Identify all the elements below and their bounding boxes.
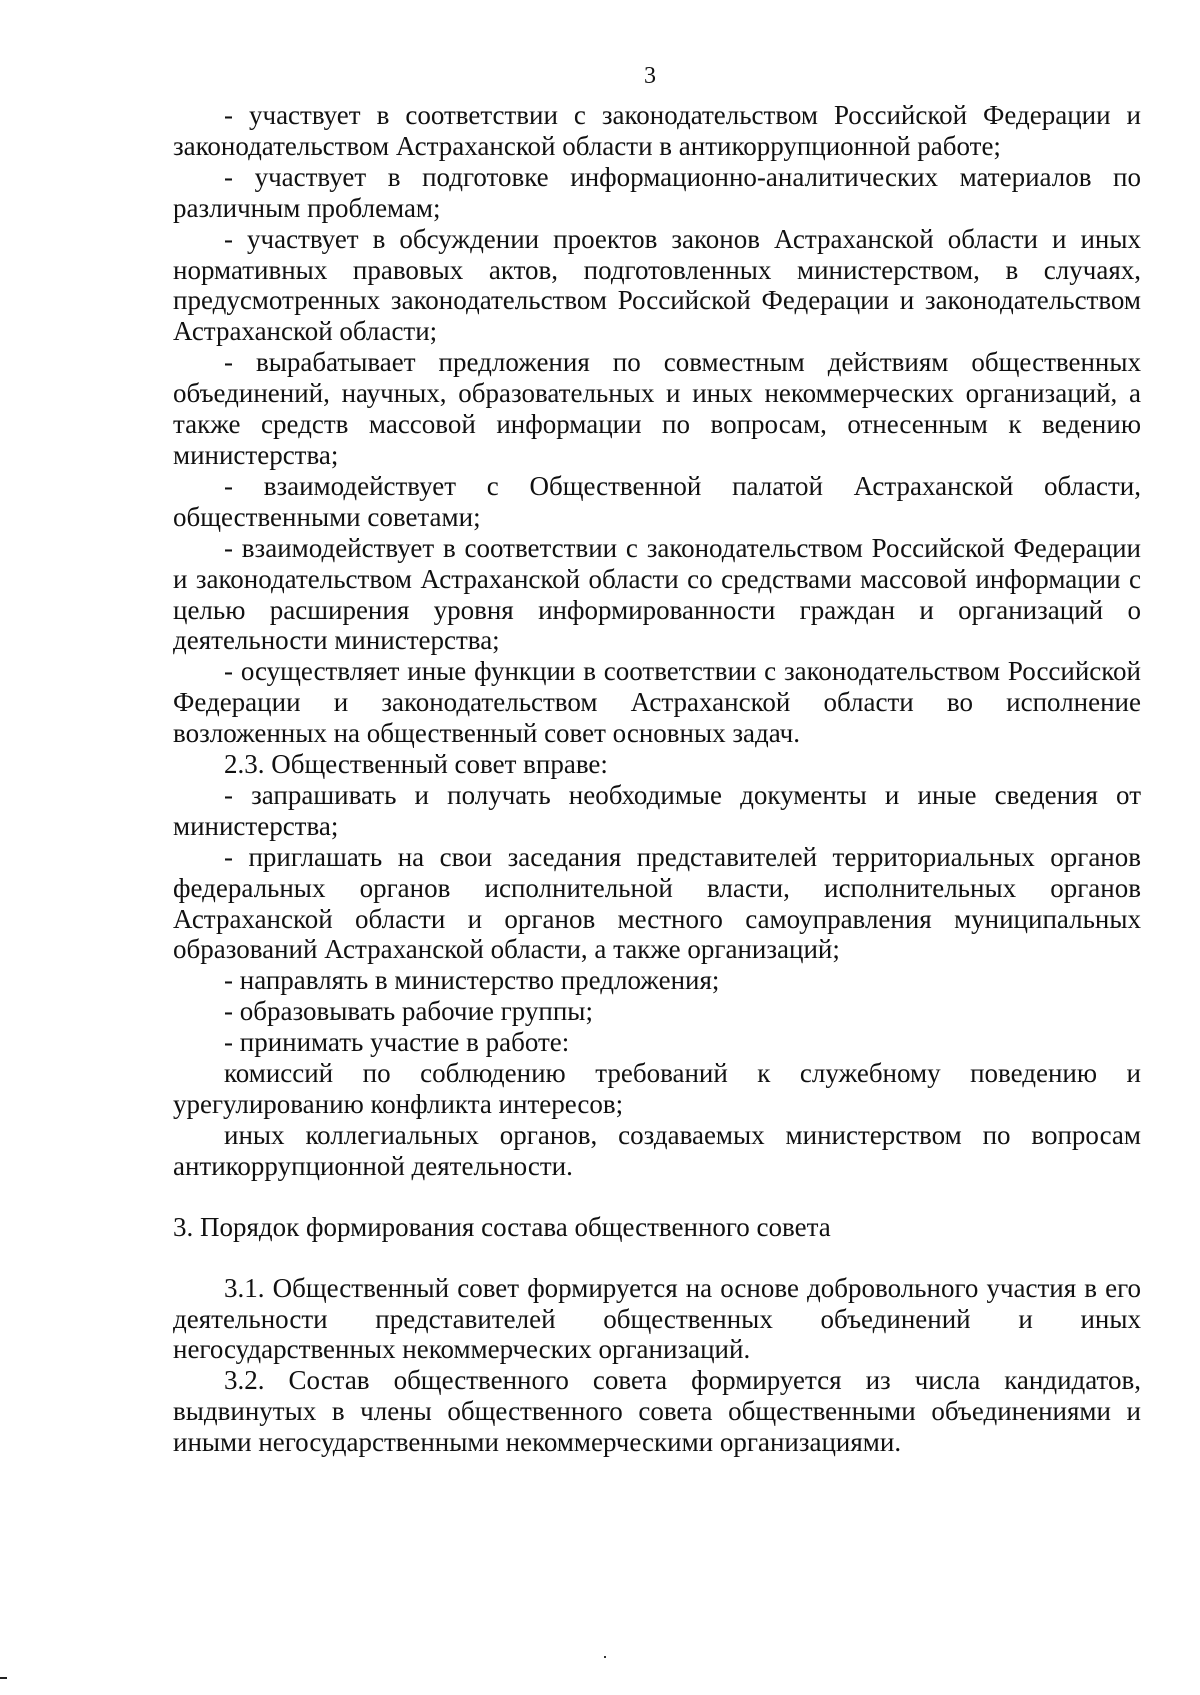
paragraph-formation-basis: 3.1. Общественный совет формируется на основе добровольного участия в его деятельности представителей общественных объединений и иных негосударственных некоммерческих организаций. bbox=[173, 1272, 1141, 1365]
paragraph-participate-in-work: - принимать участие в работе: bbox=[224, 1027, 570, 1058]
paragraph-analytical-materials: - участвует в подготовке информационно-аналитических материалов по различным проблемам; bbox=[173, 161, 1141, 223]
paragraph-public-chamber-interaction: - взаимодействует с Общественной палатой Астраханской области, общественными советами; bbox=[173, 470, 1141, 532]
paragraph-composition-candidates: 3.2. Состав общественного совета формируется из числа кандидатов, выдвинутых в члены общественного совета общественными объединениями и иными негосударственными некоммерческими организациями. bbox=[173, 1365, 1141, 1458]
paragraph-mass-media-interaction: - взаимодействует в соответствии с законодательством Российской Федерации и законодательством Астраханской области со средствами массовой информации с целью расширения уровня информированности граждан и организаций о деятельности министерства; bbox=[173, 532, 1141, 656]
paragraph-anticorruption-work: - участвует в соответствии с законодательством Российской Федерации и законодательством Астраханской области в антикоррупционной работе; bbox=[173, 100, 1141, 161]
scan-speck bbox=[604, 1656, 606, 1658]
paragraph-council-rights-intro: 2.3. Общественный совет вправе: bbox=[224, 749, 608, 780]
paragraph-invite-representatives: - приглашать на свои заседания представителей территориальных органов федеральных органов исполнительной власти, исполнительных органов Астраханской области и органов местного самоуправления муниципальных образований Астраханской области, а также организаций; bbox=[173, 841, 1141, 965]
section-heading: 3. Порядок формирования состава общественного совета bbox=[173, 1211, 831, 1242]
paragraph-request-documents: - запрашивать и получать необходимые документы и иные сведения от министерства; bbox=[173, 779, 1141, 841]
document-body bbox=[173, 100, 1141, 1458]
margin-tick-mark bbox=[0, 1677, 7, 1679]
paragraph-collegial-bodies: иных коллегиальных органов, создаваемых министерством по вопросам антикоррупционной деятельности. bbox=[173, 1119, 1141, 1181]
paragraph-conduct-commissions: комиссий по соблюдению требований к служебному поведению и урегулированию конфликта интересов; bbox=[173, 1058, 1141, 1119]
paragraph-joint-actions-proposals: - вырабатывает предложения по совместным действиям общественных объединений, научных, образовательных и иных некоммерческих организаций, а также средств массовой информации по вопросам, отнесенным к ведению министерства; bbox=[173, 347, 1141, 470]
paragraph-other-functions: - осуществляет иные функции в соответствии с законодательством Российской Федерации и законодательством Астраханской области во исполнение возложенных на общественный совет основных задач. bbox=[173, 656, 1141, 749]
page-number: 3 bbox=[644, 63, 656, 89]
paragraph-send-proposals: - направлять в министерство предложения; bbox=[224, 965, 720, 996]
paragraph-form-working-groups: - образовывать рабочие группы; bbox=[224, 996, 593, 1027]
paragraph-draft-laws-discussion: - участвует в обсуждении проектов законов Астраханской области и иных нормативных правовых актов, подготовленных министерством, в случаях, предусмотренных законодательством Российской Федерации и законодательством Астраханской области; bbox=[173, 223, 1141, 347]
